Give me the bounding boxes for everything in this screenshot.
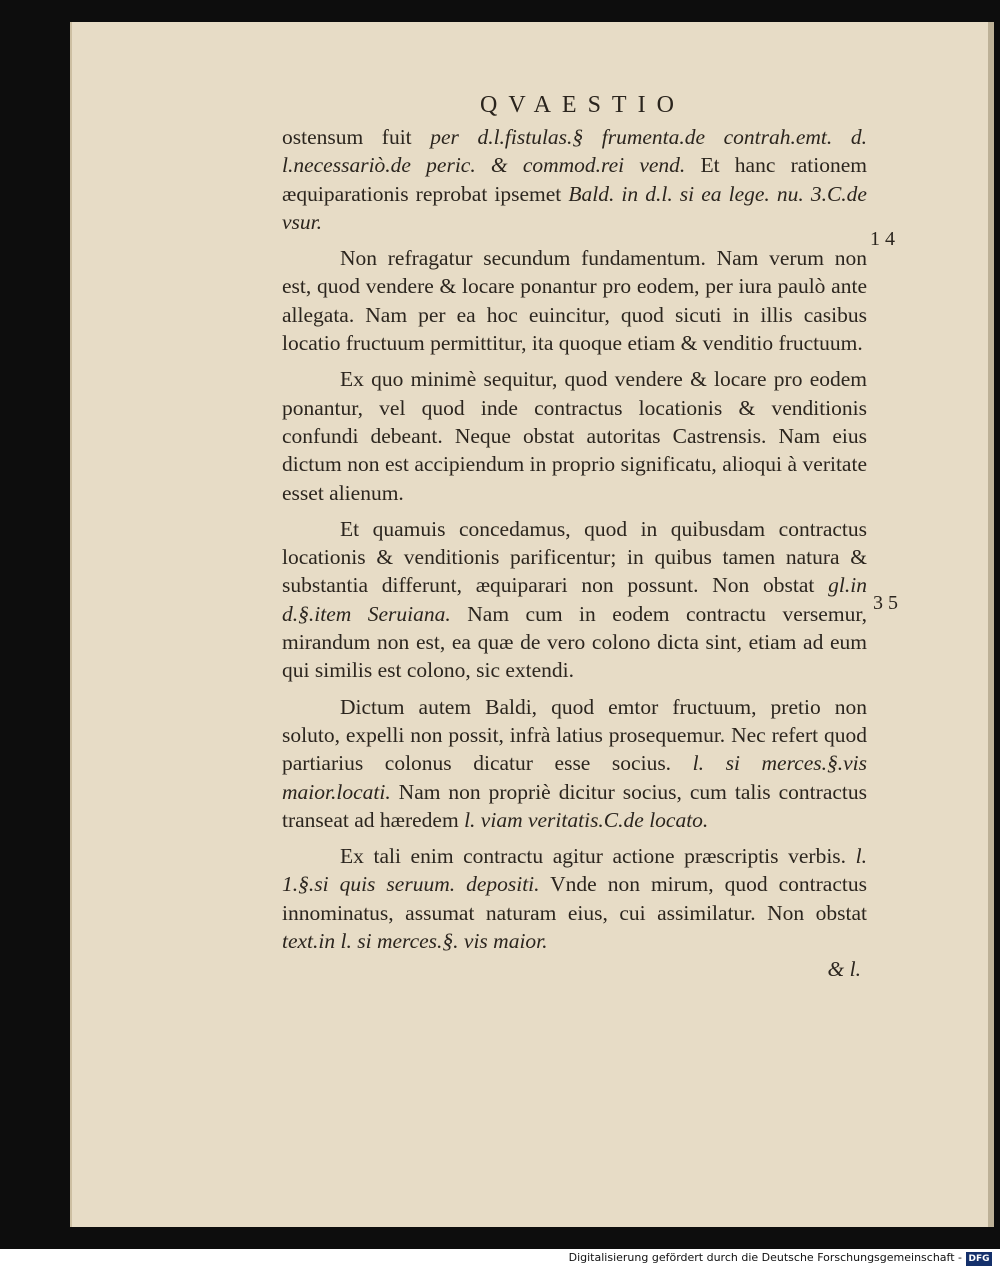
body-run: Ex quo minimè sequitur, quod vendere & locare pro eodem ponantur, vel quod inde contractus locationis & venditionis confundi debeant. Neque obstat autoritas Castrensis. Nam eius dictum non est accipiendum in proprio significatu, alioqui à veritate esset alienum.	[282, 367, 867, 505]
citation-text: Bald. in d.l. si ea lege. nu. 3.C.de vsur.	[282, 181, 867, 234]
margin-number: 35	[873, 592, 903, 614]
citation-text: l. si merces.§.vis maior.locati.	[282, 751, 867, 804]
body-run: Et hanc rationem æquiparationis reprobat ipsemet	[282, 153, 867, 206]
margin-number: 14	[870, 228, 900, 250]
citation-text: gl.in d.§.item Seruiana.	[282, 573, 867, 626]
paragraphs	[282, 123, 867, 955]
paragraph	[282, 842, 867, 955]
citation-text: per d.l.fistulas.§ frumenta.de contrah.emt. d. l.necessariò.de peric. & commod.rei vend.	[282, 125, 867, 178]
body-run: Dictum autem Baldi, quod emtor fructuum, pretio non soluto, expelli non possit, infrà latius prosequemur. Nec refert quod partiarius colonus dicatur esse socius.	[282, 694, 867, 776]
paragraph	[282, 365, 867, 506]
paragraph	[282, 515, 867, 685]
body-run: Nam non propriè dicitur socius, cum talis contractus transeat ad hæredem	[282, 779, 867, 832]
citation-text: l. 1.§.si quis seruum. depositi.	[282, 844, 867, 897]
body-run: Nam cum in eodem contractu versemur, mirandum non est, ea quæ de vero colono dicta sint, etiam ad eum qui similis est colono, sic extendi.	[282, 601, 867, 683]
citation-text: text.in l. si merces.§. vis maior.	[282, 929, 548, 954]
page-edge	[988, 22, 994, 1227]
body-text	[282, 123, 867, 984]
body-run: Vnde non mirum, quod contractus innominatus, assumat naturam eius, cui assimilatur. Non obstat	[282, 872, 867, 925]
running-head: QVAESTIO	[480, 92, 685, 118]
body-run: Non refragatur secundum fundamentum. Nam verum non est, quod vendere & locare ponantur pro eodem, per iura paulò ante allegata. Nam per ea hoc euincitur, quod sicuti in illis casibus locatio fructuum permittitur, ita quoque etiam & venditio fructuum.	[282, 246, 867, 356]
body-run: Et quamuis concedamus, quod in quibusdam contractus locationis & venditionis parificentur; in quibus tamen natura & substantia differunt, æquiparari non possunt. Non obstat	[282, 516, 867, 598]
body-run: Ex tali enim contractu agitur actione præscriptis verbis.	[340, 844, 856, 869]
dfg-logo: DFG	[966, 1252, 992, 1266]
paragraph	[282, 693, 867, 834]
paragraph	[282, 244, 867, 357]
funding-credit: Digitalisierung gefördert durch die Deutsche Forschungsgemeinschaft -	[568, 1251, 962, 1264]
catchword: & l.	[827, 957, 861, 982]
citation-text: l. viam veritatis.C.de locato.	[464, 807, 709, 832]
body-run: ostensum fuit	[282, 125, 431, 149]
paragraph	[282, 123, 867, 236]
